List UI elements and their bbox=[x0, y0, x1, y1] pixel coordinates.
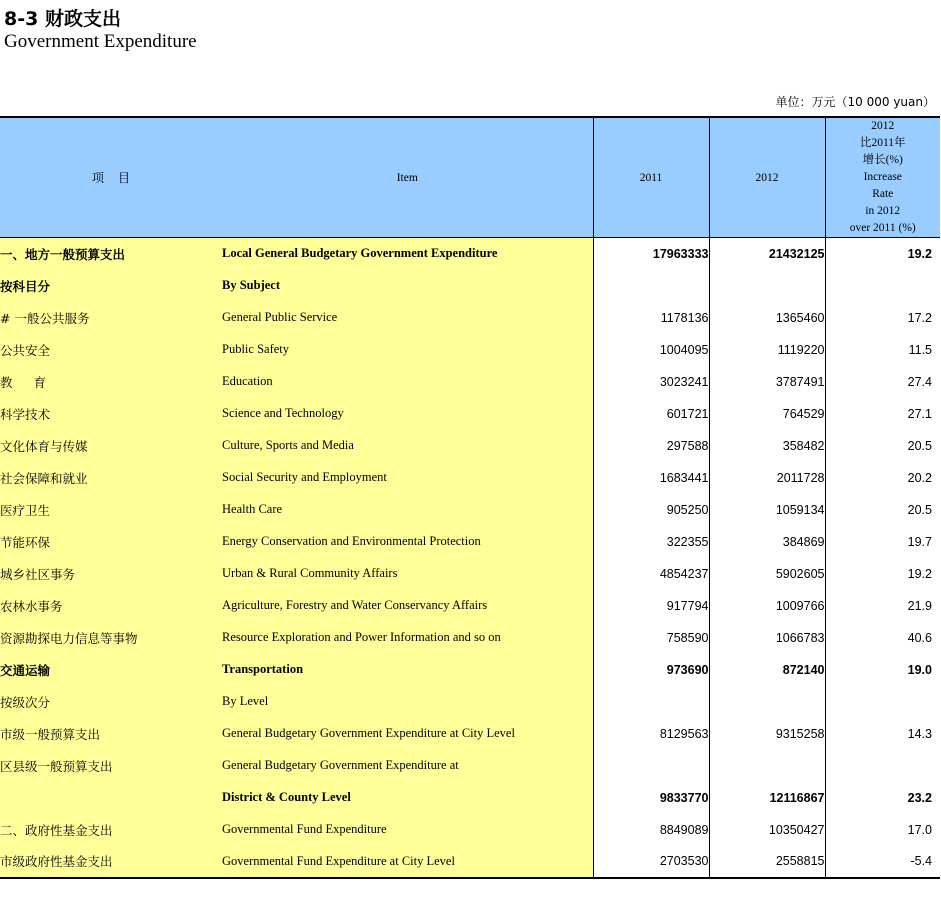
row-label-en: Resource Exploration and Power Information and so on bbox=[222, 622, 593, 654]
value-2012: 10350427 bbox=[709, 814, 825, 846]
value-2011: 601721 bbox=[593, 398, 709, 430]
value-2011: 9833770 bbox=[593, 782, 709, 814]
header-2012: 2012 bbox=[709, 117, 825, 238]
value-2012: 1365460 bbox=[709, 302, 825, 334]
row-label-cn: 公共安全 bbox=[0, 334, 222, 366]
value-rate: 27.4 bbox=[825, 366, 940, 398]
value-rate: 20.5 bbox=[825, 494, 940, 526]
row-label-cn: 科学技术 bbox=[0, 398, 222, 430]
value-2011: 322355 bbox=[593, 526, 709, 558]
row-label-en: Public Safety bbox=[222, 334, 593, 366]
row-label-cn: 按科目分 bbox=[0, 270, 222, 302]
row-label-cn: 教育 bbox=[0, 366, 222, 398]
row-label-en: Education bbox=[222, 366, 593, 398]
table-row bbox=[0, 814, 940, 846]
value-rate: 19.0 bbox=[825, 654, 940, 686]
row-label-en: Governmental Fund Expenditure bbox=[222, 814, 593, 846]
table-row bbox=[0, 238, 940, 270]
row-label-cn: # 一般公共服务 bbox=[0, 302, 222, 334]
row-label-en: By Subject bbox=[222, 270, 593, 302]
rate-line: Rate bbox=[872, 188, 894, 200]
header-item-cn: 项目 bbox=[0, 117, 222, 238]
table-row bbox=[0, 686, 940, 718]
value-2011: 1178136 bbox=[593, 302, 709, 334]
row-label-cn: 一、地方一般预算支出 bbox=[0, 238, 222, 270]
value-2011: 17963333 bbox=[593, 238, 709, 270]
value-2012: 12116867 bbox=[709, 782, 825, 814]
row-label-en: Science and Technology bbox=[222, 398, 593, 430]
row-label-cn bbox=[0, 782, 222, 814]
table-row bbox=[0, 782, 940, 814]
value-2012: 9315258 bbox=[709, 718, 825, 750]
table-row bbox=[0, 494, 940, 526]
rate-line: over 2011 (%) bbox=[849, 222, 916, 234]
row-label-en: By Level bbox=[222, 686, 593, 718]
row-label-cn: 农林水事务 bbox=[0, 590, 222, 622]
row-label-cn: 社会保障和就业 bbox=[0, 462, 222, 494]
value-rate: -5.4 bbox=[825, 846, 940, 878]
value-rate: 23.2 bbox=[825, 782, 940, 814]
value-2011: 8129563 bbox=[593, 718, 709, 750]
value-2011 bbox=[593, 750, 709, 782]
row-label-en: General Budgetary Government Expenditure at City Level bbox=[222, 718, 593, 750]
row-label-cn: 按级次分 bbox=[0, 686, 222, 718]
table-row bbox=[0, 302, 940, 334]
value-2012: 1119220 bbox=[709, 334, 825, 366]
row-label-en: Agriculture, Forestry and Water Conservancy Affairs bbox=[222, 590, 593, 622]
value-2011: 973690 bbox=[593, 654, 709, 686]
header-increase-rate bbox=[825, 117, 940, 238]
header-item-en: Item bbox=[222, 117, 593, 238]
table-row bbox=[0, 622, 940, 654]
value-2011 bbox=[593, 686, 709, 718]
row-label-cn: 文化体育与传媒 bbox=[0, 430, 222, 462]
value-2012: 358482 bbox=[709, 430, 825, 462]
row-label-en: General Budgetary Government Expenditure at bbox=[222, 750, 593, 782]
value-2012 bbox=[709, 270, 825, 302]
value-2011: 4854237 bbox=[593, 558, 709, 590]
value-2012: 3787491 bbox=[709, 366, 825, 398]
value-2012: 1066783 bbox=[709, 622, 825, 654]
table-row bbox=[0, 366, 940, 398]
value-2012: 764529 bbox=[709, 398, 825, 430]
rate-line: 增长(%) bbox=[862, 154, 903, 166]
value-rate bbox=[825, 686, 940, 718]
value-2011: 917794 bbox=[593, 590, 709, 622]
value-2012: 1009766 bbox=[709, 590, 825, 622]
row-label-cn: 区县级一般预算支出 bbox=[0, 750, 222, 782]
table-row bbox=[0, 718, 940, 750]
value-2011: 8849089 bbox=[593, 814, 709, 846]
value-rate: 11.5 bbox=[825, 334, 940, 366]
value-2012: 872140 bbox=[709, 654, 825, 686]
table-row bbox=[0, 398, 940, 430]
table-row bbox=[0, 462, 940, 494]
value-rate bbox=[825, 750, 940, 782]
expenditure-table bbox=[0, 116, 940, 879]
value-rate: 14.3 bbox=[825, 718, 940, 750]
value-2012 bbox=[709, 686, 825, 718]
page-title-cn: 8-3 财政支出 bbox=[4, 8, 121, 30]
value-2011: 1683441 bbox=[593, 462, 709, 494]
row-label-en: Culture, Sports and Media bbox=[222, 430, 593, 462]
table-row bbox=[0, 334, 940, 366]
rate-line: in 2012 bbox=[865, 205, 901, 217]
table-row bbox=[0, 750, 940, 782]
value-2012: 21432125 bbox=[709, 238, 825, 270]
page-title-en: Government Expenditure bbox=[4, 31, 197, 52]
table-row bbox=[0, 590, 940, 622]
value-rate bbox=[825, 270, 940, 302]
value-2011: 1004095 bbox=[593, 334, 709, 366]
rate-line: Increase bbox=[863, 171, 902, 183]
value-rate: 20.5 bbox=[825, 430, 940, 462]
row-label-en: District & County Level bbox=[222, 782, 593, 814]
value-2011: 3023241 bbox=[593, 366, 709, 398]
table-header-row bbox=[0, 117, 940, 238]
value-2011: 2703530 bbox=[593, 846, 709, 878]
row-label-en: General Public Service bbox=[222, 302, 593, 334]
value-rate: 27.1 bbox=[825, 398, 940, 430]
value-rate: 21.9 bbox=[825, 590, 940, 622]
row-label-cn: 二、政府性基金支出 bbox=[0, 814, 222, 846]
row-label-en: Local General Budgetary Government Expenditure bbox=[222, 238, 593, 270]
value-rate: 19.2 bbox=[825, 558, 940, 590]
value-rate: 40.6 bbox=[825, 622, 940, 654]
value-2011: 297588 bbox=[593, 430, 709, 462]
value-rate: 17.0 bbox=[825, 814, 940, 846]
rate-line: 比2011年 bbox=[859, 137, 906, 149]
table-row bbox=[0, 846, 940, 878]
value-rate: 17.2 bbox=[825, 302, 940, 334]
value-2011: 905250 bbox=[593, 494, 709, 526]
row-label-en: Energy Conservation and Environmental Protection bbox=[222, 526, 593, 558]
value-2012: 2558815 bbox=[709, 846, 825, 878]
table-row bbox=[0, 558, 940, 590]
value-2011: 758590 bbox=[593, 622, 709, 654]
value-2012: 1059134 bbox=[709, 494, 825, 526]
row-label-cn: 资源勘探电力信息等事物 bbox=[0, 622, 222, 654]
rate-line: 2012 bbox=[871, 120, 895, 132]
unit-note: 单位：万元（10 000 yuan） bbox=[775, 95, 935, 109]
value-2012: 384869 bbox=[709, 526, 825, 558]
row-label-cn: 节能环保 bbox=[0, 526, 222, 558]
row-label-en: Governmental Fund Expenditure at City Level bbox=[222, 846, 593, 878]
row-label-en: Social Security and Employment bbox=[222, 462, 593, 494]
table-row bbox=[0, 654, 940, 686]
row-label-en: Health Care bbox=[222, 494, 593, 526]
row-label-en: Urban & Rural Community Affairs bbox=[222, 558, 593, 590]
header-2011: 2011 bbox=[593, 117, 709, 238]
value-2012: 5902605 bbox=[709, 558, 825, 590]
value-rate: 19.7 bbox=[825, 526, 940, 558]
value-rate: 19.2 bbox=[825, 238, 940, 270]
row-label-cn: 城乡社区事务 bbox=[0, 558, 222, 590]
table-row bbox=[0, 430, 940, 462]
value-2012 bbox=[709, 750, 825, 782]
value-2011 bbox=[593, 270, 709, 302]
row-label-cn: 医疗卫生 bbox=[0, 494, 222, 526]
table-row bbox=[0, 270, 940, 302]
row-label-cn: 市级政府性基金支出 bbox=[0, 846, 222, 878]
value-2012: 2011728 bbox=[709, 462, 825, 494]
value-rate: 20.2 bbox=[825, 462, 940, 494]
row-label-cn: 市级一般预算支出 bbox=[0, 718, 222, 750]
row-label-en: Transportation bbox=[222, 654, 593, 686]
table-row bbox=[0, 526, 940, 558]
row-label-cn: 交通运输 bbox=[0, 654, 222, 686]
